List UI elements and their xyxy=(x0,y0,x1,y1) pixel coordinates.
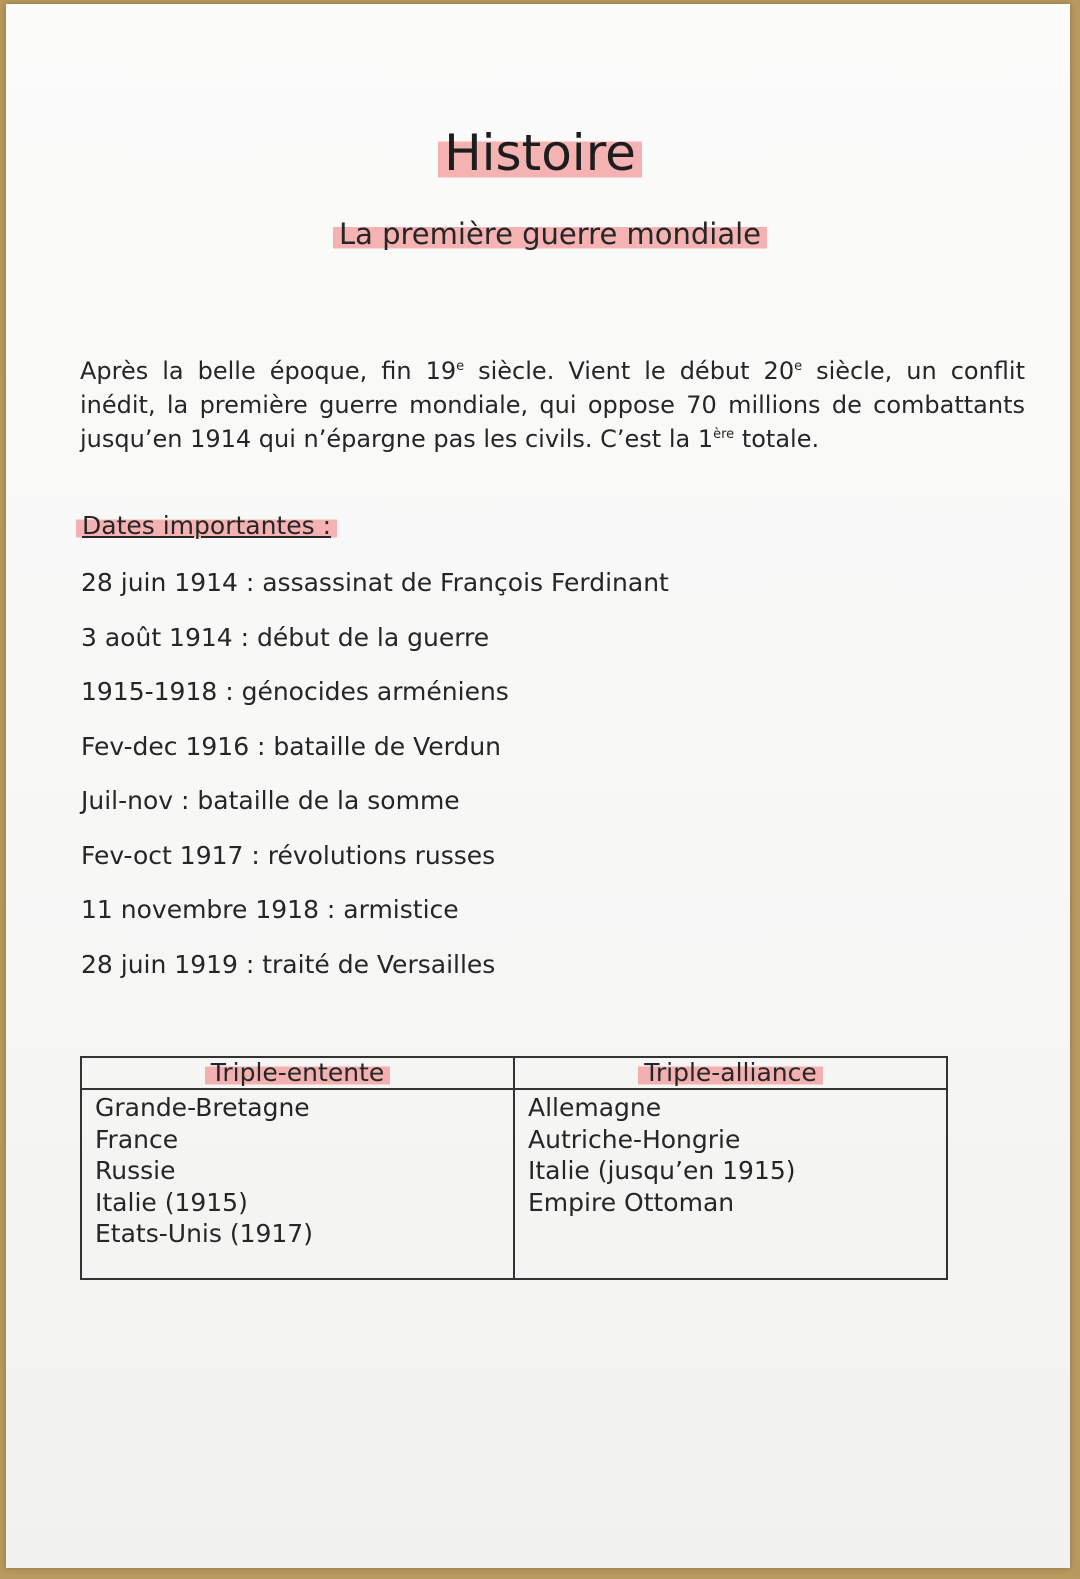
title-highlight: Histoire xyxy=(438,124,642,182)
date-item: 28 juin 1919 : traité de Versailles xyxy=(81,949,496,979)
member-item: Empire Ottoman xyxy=(528,1187,735,1217)
alliance-members-cell xyxy=(514,1089,947,1279)
date-item: Fev-dec 1916 : bataille de Verdun xyxy=(81,731,502,761)
alliance-members xyxy=(528,1092,946,1218)
date-item: Juil-nov : bataille de la somme xyxy=(81,786,460,815)
alliance-header-label: Triple-alliance xyxy=(638,1058,823,1087)
intro-part-1: Après la belle époque, fin 19 xyxy=(80,357,457,385)
member-item: Autriche-Hongrie xyxy=(528,1124,741,1154)
date-item: 3 août 1914 : début de la guerre xyxy=(81,622,490,652)
intro-sup-2: e xyxy=(794,359,803,374)
date-item: 1915-1918 : génocides arméniens xyxy=(81,677,509,706)
member-item: Grande-Bretagne xyxy=(95,1093,310,1122)
date-item: 11 novembre 1918 : armistice xyxy=(81,895,459,924)
alliances-header-row xyxy=(81,1057,947,1089)
member-item: Russie xyxy=(95,1156,176,1185)
member-item: Italie (1915) xyxy=(95,1187,248,1217)
date-item: Fev-oct 1917 : révolutions russes xyxy=(81,840,496,870)
intro-part-3: siècle, un conflit inédit, la première guerre mondiale, qui oppose 70 millions de combattants jusqu’en 1914 qui n’épargne pas les civils. C’est la 1 xyxy=(80,357,1025,453)
entente-members xyxy=(95,1092,513,1250)
dates-heading-highlight: Dates importantes : xyxy=(76,511,337,540)
intro-sup-3: ère xyxy=(713,427,735,442)
page-title xyxy=(0,118,1080,188)
dates-heading xyxy=(76,506,337,546)
alliance-header xyxy=(514,1057,947,1089)
intro-paragraph xyxy=(80,354,1025,456)
subtitle-highlight: La première guerre mondiale xyxy=(333,217,767,251)
alliances-table xyxy=(80,1056,948,1280)
member-item: Italie (jusqu’en 1915) xyxy=(528,1156,796,1185)
page-subtitle xyxy=(0,214,1080,254)
intro-part-4: totale. xyxy=(734,425,820,453)
date-list xyxy=(81,566,669,1002)
date-item: 28 juin 1914 : assassinat de François Ferdinant xyxy=(81,568,669,597)
alliances-members-row xyxy=(81,1089,947,1279)
entente-header xyxy=(81,1057,514,1089)
member-item: France xyxy=(95,1124,179,1154)
intro-sup-1: e xyxy=(456,359,465,374)
member-item: Etats-Unis (1917) xyxy=(95,1219,313,1248)
member-item: Allemagne xyxy=(528,1093,662,1122)
entente-header-label: Triple-entente xyxy=(205,1058,390,1087)
entente-members-cell xyxy=(81,1089,514,1279)
intro-part-2: siècle. Vient le début 20 xyxy=(464,357,795,385)
